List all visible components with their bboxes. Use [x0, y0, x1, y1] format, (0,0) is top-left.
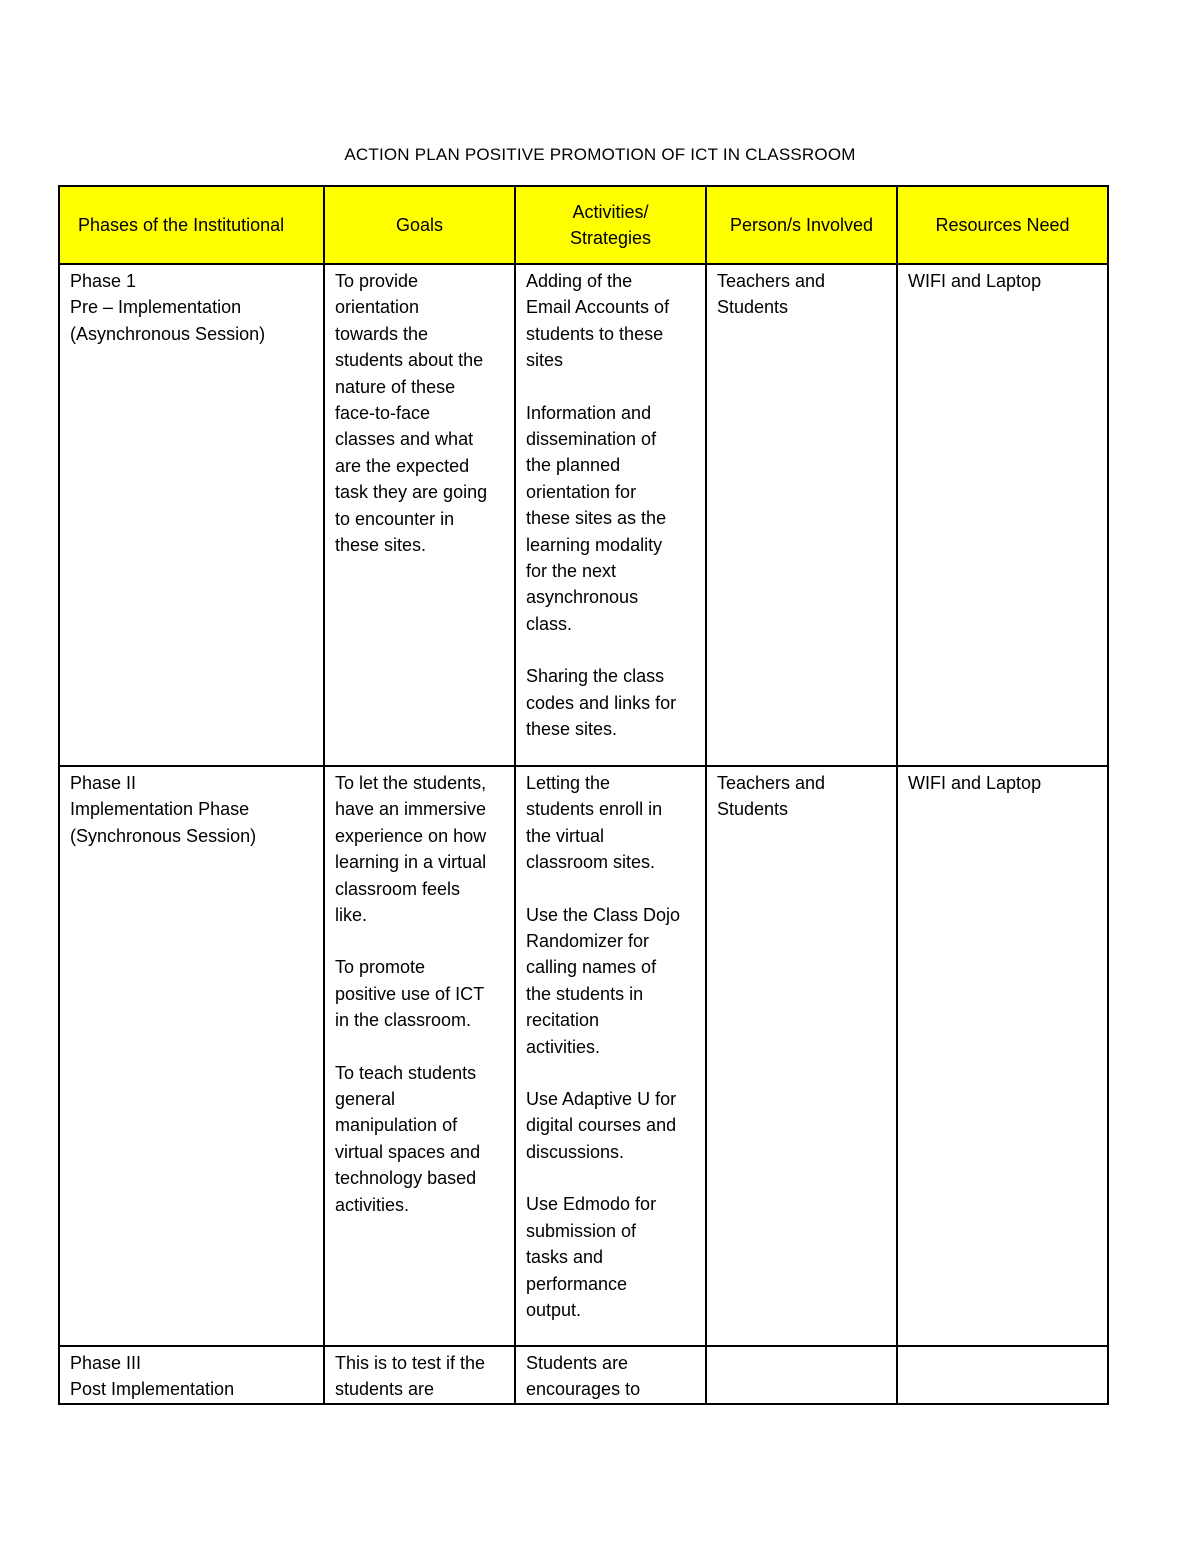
cell-text-line: Pre – Implementation	[70, 297, 242, 318]
cell-text-line: Email Accounts of	[526, 297, 670, 318]
header-row	[59, 186, 1108, 264]
cell-text-line: these sites.	[526, 719, 618, 740]
cell-text-line: students are	[335, 1379, 435, 1400]
cell-paragraph	[526, 1350, 695, 1403]
cell-paragraph	[335, 1060, 504, 1218]
goals-cell	[324, 1346, 515, 1404]
header-persons: Person/s Involved	[706, 186, 897, 264]
cell-text-line: To let the students,	[335, 773, 487, 793]
cell-text-line: activities.	[526, 1036, 601, 1057]
cell-text-line: the virtual	[526, 825, 605, 846]
cell-text-line: Information and	[526, 402, 652, 423]
cell-text-line: Randomizer for	[526, 931, 650, 952]
cell-paragraph	[526, 902, 695, 1060]
resources-cell	[897, 264, 1108, 766]
cell-text-line: Phase III	[70, 1353, 142, 1373]
resources-cell	[897, 1346, 1108, 1404]
activities-cell	[515, 766, 706, 1346]
cell-text-line: the planned	[526, 455, 621, 476]
cell-text-line: dissemination of	[526, 429, 657, 450]
cell-text-line: (Asynchronous Session)	[70, 323, 266, 344]
goals-cell	[324, 766, 515, 1346]
cell-text-line: have an immersive	[335, 799, 487, 820]
cell-paragraph	[526, 770, 695, 876]
cell-text-line: in the classroom.	[335, 1010, 472, 1031]
header-activities-line1: Activities/	[572, 201, 649, 222]
cell-text-line: manipulation of	[335, 1115, 458, 1136]
cell-text-line: calling names of	[526, 957, 657, 978]
cell-text-line: for the next	[526, 561, 617, 582]
cell-text-line: learning in a virtual	[335, 852, 487, 873]
cell-text-line: encourages to	[526, 1379, 641, 1400]
header-phases: Phases of the Institutional	[59, 186, 324, 264]
header-goals: Goals	[324, 186, 515, 264]
cell-text-line: codes and links for	[526, 692, 677, 713]
cell-paragraph	[526, 663, 695, 742]
resources-cell	[897, 766, 1108, 1346]
cell-text-line: nature of these	[335, 376, 456, 397]
cell-text-line: general	[335, 1089, 396, 1110]
header-activities	[515, 186, 706, 264]
phase-cell	[59, 766, 324, 1346]
table-row	[59, 264, 1108, 766]
cell-text-line: Teachers and	[717, 773, 826, 793]
activities-cell	[515, 1346, 706, 1404]
document-title: ACTION PLAN POSITIVE PROMOTION OF ICT IN CLASSROOM	[344, 145, 856, 164]
cell-text-line: Phase 1	[70, 271, 137, 291]
cell-text-line: virtual spaces and	[335, 1141, 481, 1162]
cell-text-line: submission of	[526, 1220, 637, 1241]
cell-text-line: towards the	[335, 323, 429, 344]
persons-cell	[706, 1346, 897, 1404]
cell-text-line: Post Implementation	[70, 1379, 235, 1400]
cell-text-line: these sites.	[335, 535, 427, 556]
table-row	[59, 1346, 1108, 1404]
cell-paragraph	[335, 268, 504, 558]
cell-text-line: WIFI and Laptop	[908, 773, 1042, 793]
cell-text-line: orientation for	[526, 481, 637, 502]
cell-text-line: face-to-face	[335, 403, 431, 424]
cell-paragraph	[526, 1086, 695, 1165]
cell-paragraph	[335, 770, 504, 928]
cell-text-line: Students are	[526, 1353, 629, 1373]
cell-paragraph	[335, 954, 504, 1033]
cell-text-line: Adding of the	[526, 271, 633, 291]
cell-text-line: orientation	[335, 297, 420, 318]
cell-text-line: tasks and	[526, 1247, 604, 1268]
cell-paragraph	[335, 1350, 504, 1403]
cell-paragraph	[526, 1191, 695, 1323]
persons-cell	[706, 264, 897, 766]
cell-text-line: students to these	[526, 323, 664, 344]
cell-paragraph	[526, 400, 695, 638]
cell-text-line: class.	[526, 613, 573, 634]
phase-cell	[59, 264, 324, 766]
cell-text-line: Students	[717, 297, 789, 318]
cell-text-line: asynchronous	[526, 587, 639, 608]
persons-cell	[706, 766, 897, 1346]
cell-text-line: Students	[717, 799, 789, 820]
cell-text-line: Use Edmodo for	[526, 1194, 657, 1215]
cell-paragraph	[526, 268, 695, 374]
cell-text-line: (Synchronous Session)	[70, 825, 257, 846]
cell-text-line: This is to test if the	[335, 1353, 486, 1373]
action-plan-table	[58, 185, 1109, 1405]
table-row	[59, 766, 1108, 1346]
cell-text-line: Teachers and	[717, 271, 826, 291]
cell-text-line: Phase II	[70, 773, 137, 793]
activities-cell	[515, 264, 706, 766]
cell-text-line: positive use of ICT	[335, 983, 485, 1004]
cell-text-line: Implementation Phase	[70, 799, 250, 820]
cell-text-line: sites	[526, 350, 564, 371]
cell-text-line: classes and what	[335, 429, 474, 450]
cell-text-line: To provide	[335, 271, 419, 291]
cell-text-line: classroom sites.	[526, 852, 656, 873]
cell-text-line: students enroll in	[526, 799, 663, 820]
cell-text-line: WIFI and Laptop	[908, 271, 1042, 291]
cell-text-line: activities.	[335, 1194, 410, 1215]
cell-text-line: classroom feels	[335, 878, 461, 899]
goals-cell	[324, 264, 515, 766]
cell-text-line: performance	[526, 1273, 628, 1294]
header-resources: Resources Need	[897, 186, 1108, 264]
cell-text-line: are the expected	[335, 455, 470, 476]
cell-text-line: output.	[526, 1299, 582, 1320]
cell-text-line: like.	[335, 905, 368, 926]
cell-text-line: digital courses and	[526, 1115, 677, 1136]
cell-text-line: Sharing the class	[526, 666, 665, 687]
cell-text-line: task they are going	[335, 482, 488, 503]
cell-text-line: students about the	[335, 350, 484, 371]
cell-text-line: the students in	[526, 983, 644, 1004]
cell-text-line: to encounter in	[335, 508, 455, 529]
cell-text-line: discussions.	[526, 1141, 625, 1162]
phase-cell	[59, 1346, 324, 1404]
cell-text-line: these sites as the	[526, 508, 667, 529]
cell-text-line: recitation	[526, 1010, 600, 1031]
cell-text-line: experience on how	[335, 825, 487, 846]
header-activities-line2: Strategies	[569, 228, 652, 248]
cell-text-line: technology based	[335, 1168, 477, 1189]
cell-text-line: Use the Class Dojo	[526, 904, 681, 925]
cell-text-line: Letting the	[526, 773, 611, 793]
cell-text-line: To teach students	[335, 1062, 477, 1083]
cell-text-line: To promote	[335, 957, 426, 978]
cell-text-line: learning modality	[526, 534, 663, 555]
cell-text-line: Use Adaptive U for	[526, 1089, 677, 1110]
